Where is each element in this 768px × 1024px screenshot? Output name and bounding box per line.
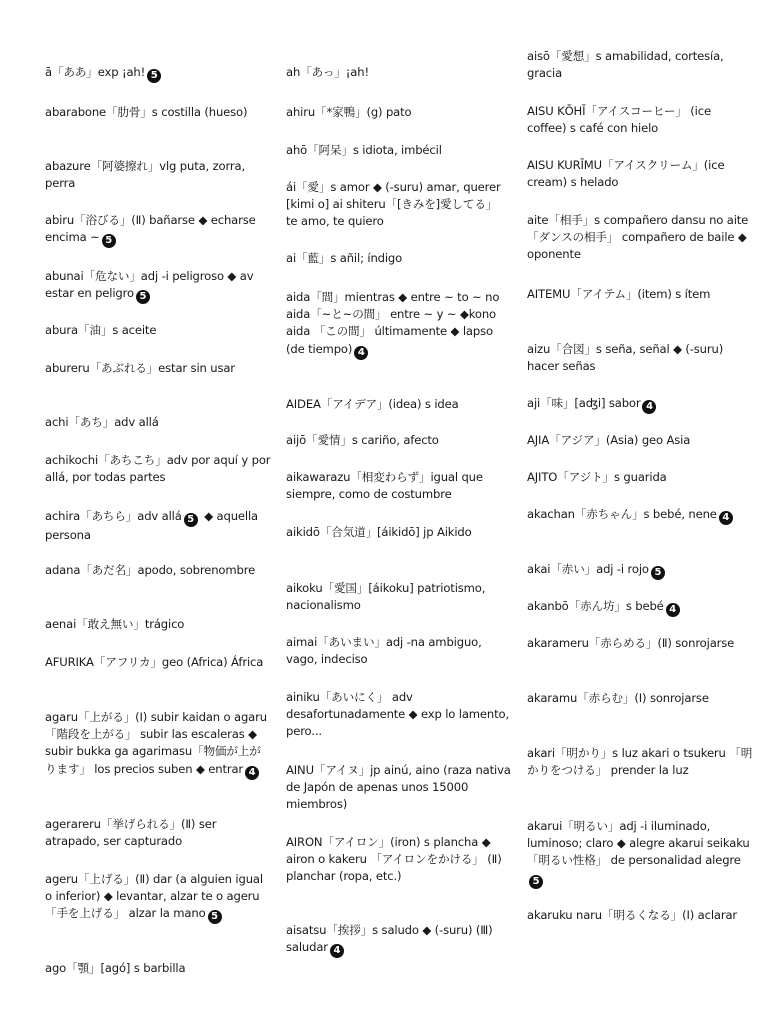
entry-aijo [286, 432, 512, 449]
entry-text: abunai「危ない」adj -i peligroso ◆ av estar en peligro [45, 269, 254, 301]
entry-achi [45, 414, 271, 431]
entry-text: AJITO「アジト」s guarida [527, 470, 667, 484]
level-badge: 4 [666, 603, 680, 617]
entry-ahiru [286, 104, 512, 121]
entry-ainu [286, 762, 512, 814]
entry-text: abarabone「肋骨」s costilla (hueso) [45, 105, 248, 119]
entry-akaruku-naru [527, 907, 753, 924]
entry-text-after: ◆ aquella persona [45, 509, 258, 542]
entry-text: aikawarazu「相変わらず」igual que siempre, como de costumbre [286, 470, 483, 502]
entry-aisatsu [286, 922, 512, 958]
level-badge: 4 [330, 944, 344, 958]
entry-ainiku [286, 689, 512, 741]
level-badge: 5 [136, 290, 150, 304]
entry-text: aji「味」[aʤi] sabor [527, 396, 641, 410]
entry-abarabone [45, 104, 271, 121]
level-badge: 5 [102, 234, 116, 248]
entry-text: akarameru「赤らめる」(Ⅱ) sonrojarse [527, 636, 735, 650]
entry-akarui [527, 818, 753, 889]
entry-achikochi [45, 452, 271, 486]
entry-text: ago「顎」[agó] s barbilla [45, 961, 186, 975]
entry-ageru [45, 871, 271, 924]
entry-akachan [527, 506, 753, 525]
entry-text: aenai「敢え無い」trágico [45, 617, 185, 631]
entry-ai-love [286, 179, 512, 231]
entry-text: AFURIKA「アフリカ」geo (Africa) África [45, 655, 264, 669]
entry-aisu-kurimu [527, 157, 753, 191]
entry-text: AITEMU「アイテム」(item) s ítem [527, 287, 711, 301]
entry-text: AISU KŌHĪ「アイスコーヒー」 (ice coffee) s café con hielo [527, 104, 711, 136]
entry-text: aimai「あいまい」adj -na ambiguo, vago, indeciso [286, 635, 482, 667]
entry-aikawarazu [286, 469, 512, 503]
entry-text: AISU KURĪMU「アイスクリーム」(ice cream) s helado [527, 158, 725, 190]
entry-aitemu [527, 286, 753, 303]
entry-text: abureru「あぶれる」estar sin usar [45, 361, 235, 375]
entry-adana [45, 562, 271, 579]
entry-abazure [45, 158, 271, 192]
entry-text: AINU「アイヌ」jp ainú, aino (raza nativa de Japón de apenas unos 15000 miembros) [286, 763, 511, 812]
entry-aite [527, 212, 753, 264]
level-badge: 5 [651, 566, 665, 580]
entry-ai-indigo [286, 250, 512, 267]
entry-abureru [45, 360, 271, 377]
entry-text: agerareru「挙げられる」(Ⅱ) ser atrapado, ser capturado [45, 817, 217, 849]
entry-text: akari「明かり」s luz akari o tsukeru 「明かりをつける」 prender la luz [527, 746, 753, 778]
entry-text: aijō「愛情」s cariño, afecto [286, 433, 439, 447]
entry-aenai [45, 616, 271, 633]
entry-text: akanbō「赤ん坊」s bebé [527, 599, 664, 613]
entry-aimai [286, 634, 512, 668]
level-badge: 5 [147, 69, 161, 83]
entry-ago [45, 960, 271, 977]
entry-ah [286, 64, 512, 81]
entry-text: akaruku naru「明るくなる」(Ⅰ) aclarar [527, 908, 738, 922]
level-badge: 4 [642, 400, 656, 414]
entry-text: akarui「明るい」adj -i iluminado, luminoso; claro ◆ alegre akarui seikaku 「明るい性格」 de personalidad alegre [527, 819, 750, 868]
entry-text: ahō「阿呆」s idiota, imbécil [286, 143, 442, 157]
entry-agerareru [45, 816, 271, 850]
entry-text: achira「あちら」adv allá [45, 509, 182, 523]
entry-text: AIDEA「アイデア」(idea) s idea [286, 397, 459, 411]
entry-text: aizu「合図」s seña, señal ◆ (-suru) hacer señas [527, 342, 724, 374]
entry-aida [286, 289, 512, 360]
entry-text: adana「あだ名」apodo, sobrenombre [45, 563, 256, 577]
entry-aji [527, 395, 753, 414]
entry-text: ahiru「*家鴨」(g) pato [286, 105, 412, 119]
entry-aizu [527, 341, 753, 375]
entry-text: aisatsu「挨拶」s saludo ◆ (-suru) (Ⅲ) saludar [286, 923, 493, 955]
entry-akai [527, 561, 753, 580]
entry-text: akaramu「赤らむ」(Ⅰ) sonrojarse [527, 691, 709, 705]
entry-airon [286, 834, 512, 886]
entry-aisu-kohi [527, 103, 753, 137]
level-badge: 5 [208, 910, 222, 924]
entry-akarameru [527, 635, 753, 652]
entry-text: ainiku「あいにく」 adv desafortunadamente ◆ exp lo lamento, pero... [286, 690, 509, 739]
entry-afurika [45, 654, 271, 671]
entry-akari [527, 745, 753, 779]
entry-abura [45, 322, 271, 339]
entry-text: aite「相手」s compañero dansu no aite 「ダンスの相手」 compañero de baile ◆ oponente [527, 213, 749, 262]
entry-text: aikidō「合気道」[áikidō] jp Aikido [286, 525, 472, 539]
entry-agaru [45, 709, 271, 780]
entry-text: ageru「上げる」(Ⅱ) dar (a alguien igual o inferior) ◆ levantar, alzar te o ageru 「手を上げる」 alzar la mano [45, 872, 263, 921]
entry-text: AIRON「アイロン」(iron) s plancha ◆ airon o kakeru 「アイロンをかける」 (Ⅱ) planchar (ropa, etc.) [286, 835, 502, 884]
entry-abunai [45, 268, 271, 304]
entry-text: agaru「上がる」(Ⅰ) subir kaidan o agaru 「階段を上がる」 subir las escaleras ◆ subir bukka ga agarimasu「物価が上がります」 los precios suben ◆ entrar [45, 710, 267, 776]
entry-text: achi「あち」adv allá [45, 415, 159, 429]
entry-aidea [286, 396, 512, 413]
entry-ajia [527, 432, 753, 449]
entry-ajito [527, 469, 753, 486]
entry-text: abura「油」s aceite [45, 323, 157, 337]
entry-text: ah「あっ」¡ah! [286, 65, 369, 79]
level-badge: 4 [719, 511, 733, 525]
entry-text: AJIA「アジア」(Asia) geo Asia [527, 433, 691, 447]
entry-text: ā「ああ」exp ¡ah! [45, 65, 146, 79]
level-badge: 5 [184, 513, 198, 527]
level-badge: 4 [354, 346, 368, 360]
entry-text: akai「赤い」adj -i rojo [527, 562, 649, 576]
entry-aikoku [286, 580, 512, 614]
entry-aikido [286, 524, 512, 541]
entry-text: aikoku「愛国」[áikoku] patriotismo, nacionalismo [286, 581, 486, 613]
entry-aiso [527, 48, 753, 82]
level-badge: 5 [529, 875, 543, 889]
entry-text: ai「藍」s añil; índigo [286, 251, 403, 265]
level-badge: 4 [245, 766, 259, 780]
entry-text: ái「愛」s amor ◆ (-suru) amar, querer [kimi o] ai shiteru「[きみを]愛してる」 te amo, te quiero [286, 180, 501, 229]
entry-a [45, 64, 271, 83]
entry-text: akachan「赤ちゃん」s bebé, nene [527, 507, 717, 521]
entry-akanbo [527, 598, 753, 617]
entry-text: aisō「愛想」s amabilidad, cortesía, gracia [527, 49, 724, 81]
entry-achira [45, 508, 271, 544]
entry-akaramu [527, 690, 753, 707]
entry-text: achikochi「あちこち」adv por aquí y por allá, por todas partes [45, 453, 271, 485]
entry-aho [286, 142, 512, 159]
entry-text: abazure「阿婆擦れ」vlg puta, zorra, perra [45, 159, 246, 191]
entry-text: abiru「浴びる」(Ⅱ) bañarse ◆ echarse encima ~ [45, 213, 256, 245]
entry-text: aida「間」mientras ◆ entre ~ to ~ no aida「~と~の間」 entre ~ y ~ ◆kono aida 「この間」 últimamente ◆ lapso (de tiempo) [286, 290, 500, 356]
entry-abiru [45, 212, 271, 248]
